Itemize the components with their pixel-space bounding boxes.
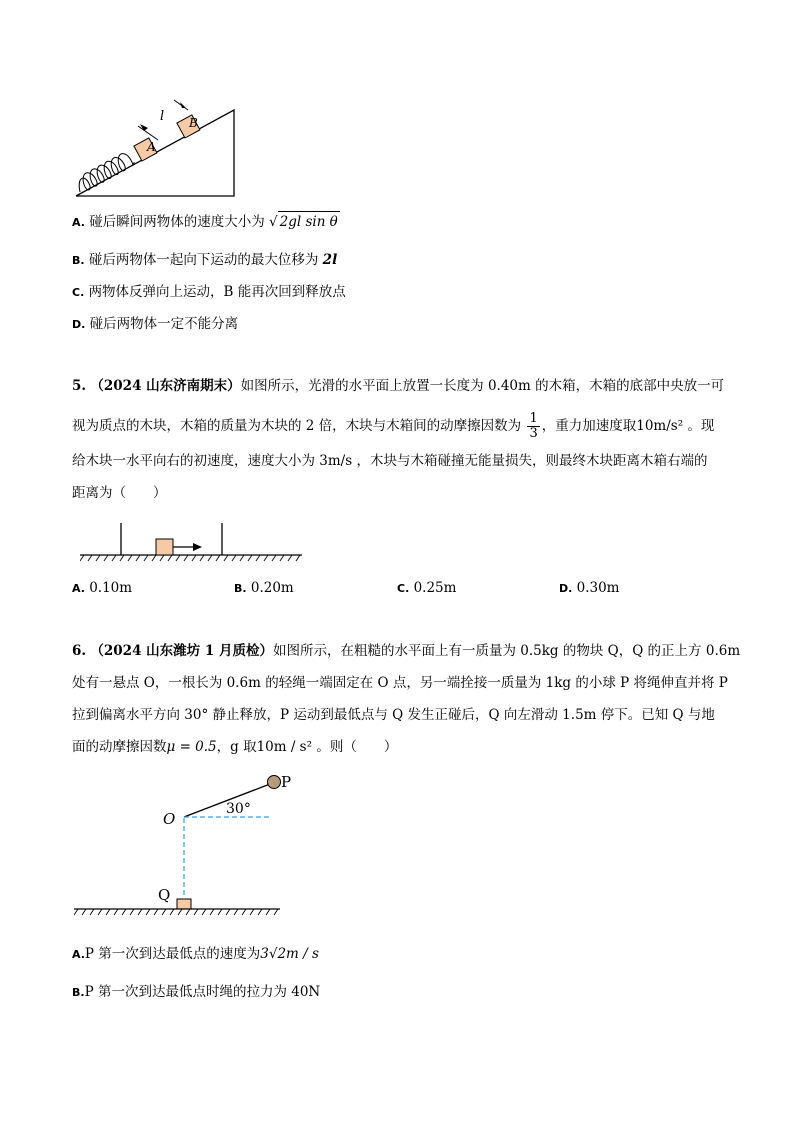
- q5-line-2: 视为质点的木块，木箱的质量为木块的 2 倍，木块与木箱间的动摩擦因数为 $\frac{1}{3}$ ，重力加速度取10m/s² 。现: [72, 411, 715, 441]
- label-angle: 30°: [226, 801, 251, 817]
- wood-block: [156, 539, 173, 555]
- velocity-arrow: [193, 543, 202, 551]
- pendulum-figure: [74, 770, 294, 920]
- q5-line-3: 给木块一水平向右的初速度，速度大小为 3m/s ，木块与木箱碰撞无能量损失，则最终木块距离木箱右端的: [72, 453, 708, 469]
- q5-option-b[interactable]: B. 0.20m: [234, 580, 294, 596]
- q4-option-a[interactable]: A. 碰后瞬间两物体的速度大小为 √ 2gl sin θ: [72, 211, 340, 233]
- label-l: l: [160, 109, 165, 124]
- box-figure: [80, 518, 304, 568]
- label-o: O: [163, 810, 176, 828]
- q4-option-b[interactable]: B. 碰后两物体一起向下运动的最大位移为 2l: [72, 252, 338, 268]
- friction-fraction: $\frac{1}{3}$: [529, 411, 538, 441]
- block-q: [177, 899, 191, 909]
- q4-option-d[interactable]: D. 碰后两物体一定不能分离: [72, 316, 239, 332]
- q5-line-1: 5. （2024 山东济南期末）如图所示，光滑的水平面上放置一长度为 0.40m 的木箱，木箱的底部中央放一可: [72, 378, 725, 394]
- q6-option-b[interactable]: B.P 第一次到达最低点时绳的拉力为 40N: [72, 984, 321, 1000]
- ball-p: [268, 776, 281, 789]
- q5-option-a[interactable]: A. 0.10m: [72, 580, 133, 596]
- spring: [73, 150, 135, 194]
- ground-hatch: [74, 909, 278, 915]
- incline-figure: [70, 94, 240, 200]
- q5-line-4: 距离为（ ）: [72, 485, 167, 501]
- label-a: A: [147, 140, 156, 154]
- q6-line-1: 6. （2024 山东潍坊 1 月质检）如图所示，在粗糙的水平面上有一质量为 0.5kg 的物块 Q，Q 的正上方 0.6m: [72, 643, 741, 659]
- q5-option-d[interactable]: D. 0.30m: [559, 580, 620, 596]
- q5-option-c[interactable]: C. 0.25m: [397, 580, 457, 596]
- floor-hatch: [80, 555, 300, 561]
- label-p: P: [281, 773, 292, 791]
- label-q: Q: [158, 886, 171, 904]
- q6-line-4: 面的动摩擦因数μ = 0.5，g 取10m / s² 。则（ ）: [72, 739, 398, 755]
- q4-option-c[interactable]: C. 两物体反弹向上运动，B 能再次回到释放点: [72, 284, 346, 300]
- q6-line-2: 处有一悬点 O，一根长为 0.6m 的轻绳一端固定在 O 点，另一端拴接一质量为 1kg 的小球 P 将绳伸直并将 P: [72, 675, 728, 691]
- q6-option-a[interactable]: A.P 第一次到达最低点的速度为3√2m / s: [72, 946, 319, 962]
- label-b: B: [189, 116, 198, 130]
- q6-line-3: 拉到偏离水平方向 30° 静止释放，P 运动到最低点与 Q 发生正碰后，Q 向左滑动 1.5m 停下。已知 Q 与地: [72, 707, 715, 723]
